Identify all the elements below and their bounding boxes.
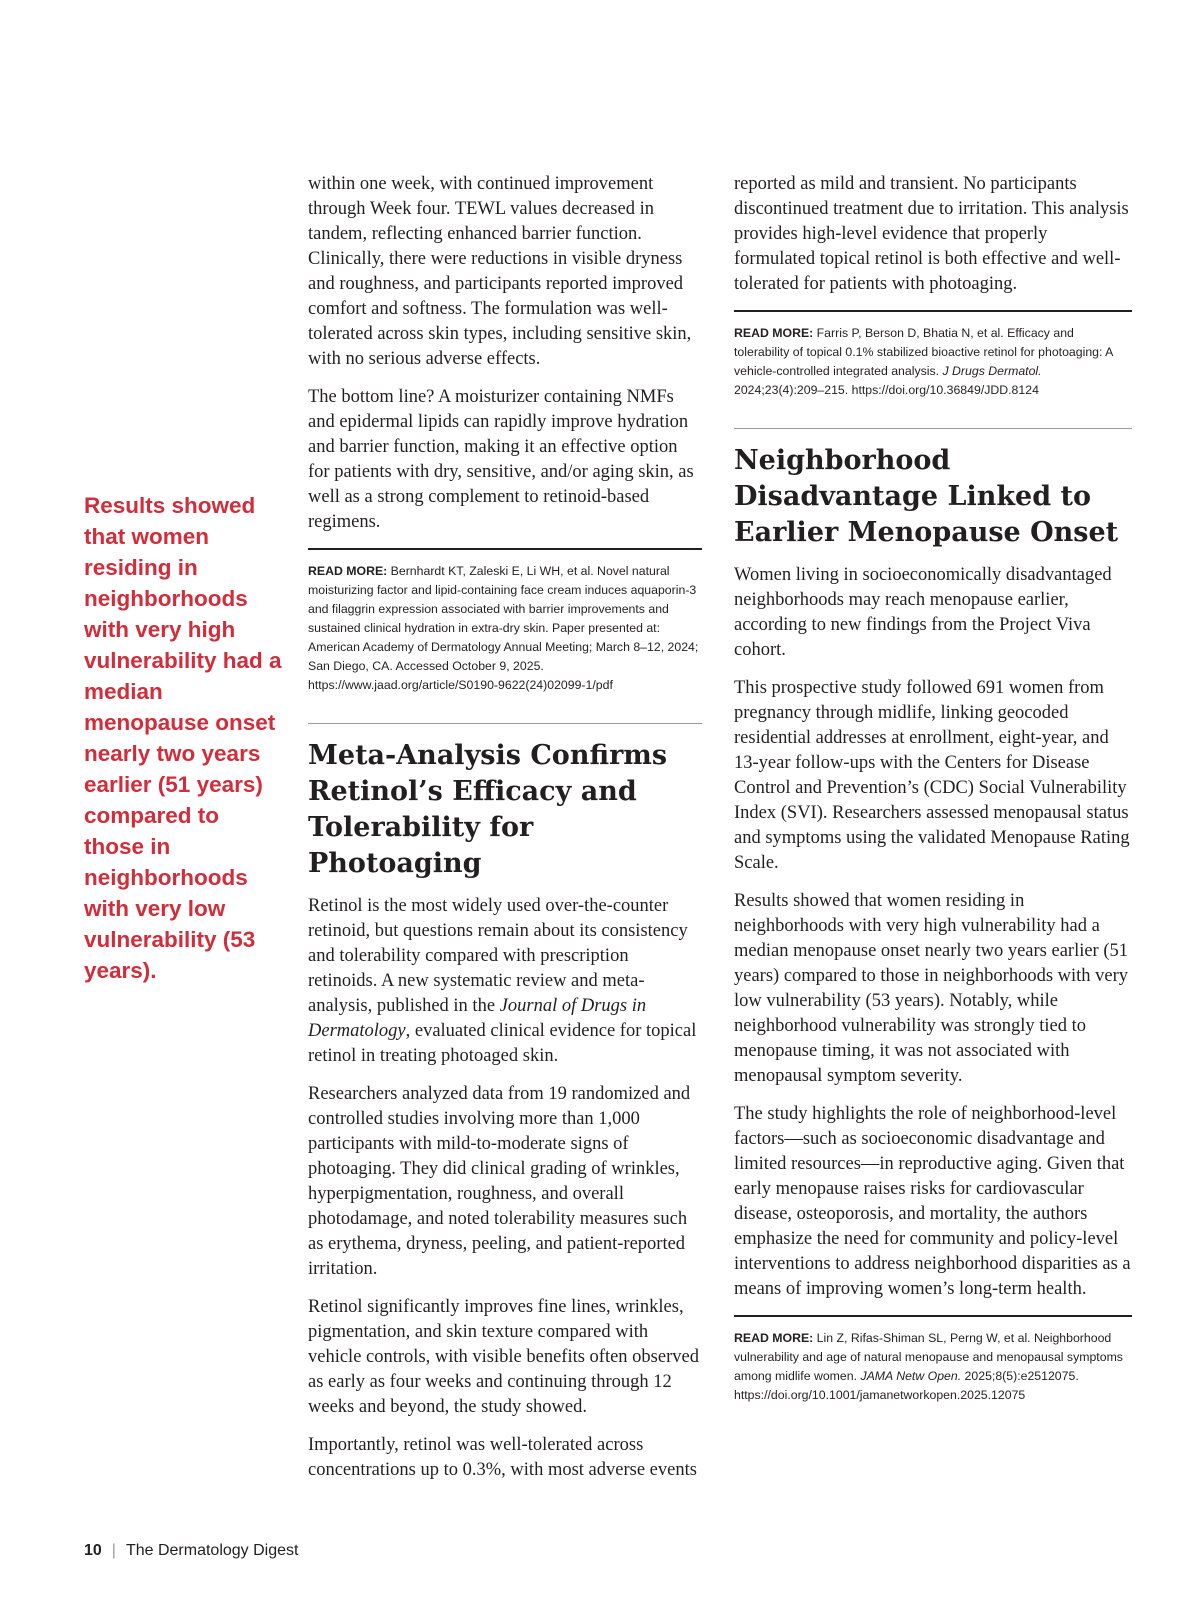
divider [734,428,1132,429]
citation-text: 2025;8(5):e2512075. https://doi.org/10.1001/jamanetworkopen.2025.12075 [734,1369,1079,1402]
divider [734,310,1132,312]
paragraph: Retinol significantly improves fine lines, wrinkles, pigmentation, and skin texture compared with vehicle controls, with visible benefits often observed as early as four weeks and continuing through 12 weeks and beyond, the study showed. [308,1297,699,1417]
citation-text: Farris P, Berson D, Bhatia N, et al. Efficacy and tolerability of topical 0.1% stabilized bioactive retinol for photoaging: A vehicle-controlled integrated analysis. [734,326,1113,378]
publication-name: The Dermatology Digest [125,1542,299,1559]
article-headline: Meta-Analysis Confirms Retinol’s Efficacy and Tolerability for Photoaging [308,740,668,879]
read-more-citation [734,1329,1132,1405]
divider [308,548,702,550]
paragraph: The study highlights the role of neighborhood-level factors—such as socioeconomic disadvantage and limited resources—in reproductive aging. Given that early menopause raises risks for cardiovascular disease, osteoporosis, and mortality, the authors emphasize the need for community and policy-level interventions to address neighborhood disparities as a means of improving women’s long-term health. [734,1104,1131,1299]
paragraph: reported as mild and transient. No participants discontinued treatment due to irritation. This analysis provides high-level evidence that properly formulated topical retinol is both effective and well-tolerated for patients with photoaging. [734,174,1129,294]
paragraph: Women living in socioeconomically disadvantaged neighborhoods may reach menopause earlier, according to new findings from the Project Viva cohort. [734,565,1112,660]
paragraph: Retinol is the most widely used over-the-counter retinoid, but questions remain about its consistency and tolerability compared with prescription retinoids. A new systematic review and meta-analysis, published in the Journal of Drugs in Dermatology, evaluated clinical evidence for topical retinol in treating photoaged skin. [308,896,697,1066]
journal-title: Journal of Drugs in Dermatology [308,996,647,1041]
read-more-label: READ MORE: [734,326,814,340]
paragraph: Results showed that women residing in neighborhoods with very high vulnerability had a median menopause onset nearly two years earlier (51 years) compared to those in neighborhoods with very low vulnerability (53 years). Notably, while neighborhood vulnerability was strongly tied to menopause timing, it was not associated with menopausal symptom severity. [734,891,1129,1086]
article-headline: Neighborhood Disadvantage Linked to Earlier Menopause Onset [734,445,1119,548]
citation-journal: J Drugs Dermatol. [942,364,1042,378]
read-more-citation [308,562,702,695]
read-more-label: READ MORE: [734,1331,814,1345]
page-footer [84,1542,298,1560]
citation-text: Lin Z, Rifas-Shiman SL, Perng W, et al. Neighborhood vulnerability and age of natural menopause and menopausal symptoms among midlife women. [734,1331,1123,1383]
paragraph: Importantly, retinol was well-tolerated across concentrations up to 0.3%, with most adverse events [308,1435,697,1480]
column-right [734,172,1132,1433]
column-left [308,172,702,1496]
paragraph: The bottom line? A moisturizer containing NMFs and epidermal lipids can rapidly improve hydration and barrier function, making it an effective option for patients with dry, sensitive, and/or aging skin, as well as a strong complement to retinoid-based regimens. [308,387,694,532]
paragraph: Researchers analyzed data from 19 randomized and controlled studies involving more than 1,000 participants with mild-to-moderate signs of photoaging. They did clinical grading of wrinkles, hyperpigmentation, roughness, and overall photodamage, and noted tolerability measures such as erythema, dryness, peeling, and patient-reported irritation. [308,1084,691,1279]
page-number: 10 [84,1542,102,1559]
citation-journal: JAMA Netw Open. [860,1369,962,1383]
footer-separator: | [111,1542,116,1559]
divider [734,1315,1132,1317]
read-more-label: READ MORE: [308,564,388,578]
paragraph: This prospective study followed 691 women from pregnancy through midlife, linking geocoded residential addresses at enrollment, eight-year, and 13-year follow-ups with the Centers for Disease Control and Prevention’s (CDC) Social Vulnerability Index (SVI). Researchers assessed menopausal status and symptoms using the validated Menopause Rating Scale. [734,678,1130,873]
read-more-citation [734,324,1132,400]
citation-text: 2024;23(4):209–215. https://doi.org/10.36849/JDD.8124 [734,383,1039,397]
divider [308,723,702,724]
paragraph: within one week, with continued improvement through Week four. TEWL values decreased in tandem, reflecting enhanced barrier function. Clinically, there were reductions in visible dryness and roughness, and participants reported improved comfort and softness. The formulation was well-tolerated across skin types, including sensitive skin, with no serious adverse effects. [308,174,692,369]
pull-quote: Results showed that women residing in neighborhoods with very high vulnerability had a median menopause onset nearly two years earlier (51 years) compared to those in neighborhoods with very low vulnerability (53 years). [84,493,282,983]
citation-text: Bernhardt KT, Zaleski E, Li WH, et al. Novel natural moisturizing factor and lipid-containing face cream induces aquaporin-3 and filaggrin expression associated with barrier improvements and sustained clinical hydration in extra-dry skin. Paper presented at: American Academy of Dermatology Annual Meeting; March 8–12, 2024; San Diego, CA. Accessed October 9, 2025. https://www.jaad.org/article/S0190-9622(24)02099-1/pdf [308,564,699,692]
